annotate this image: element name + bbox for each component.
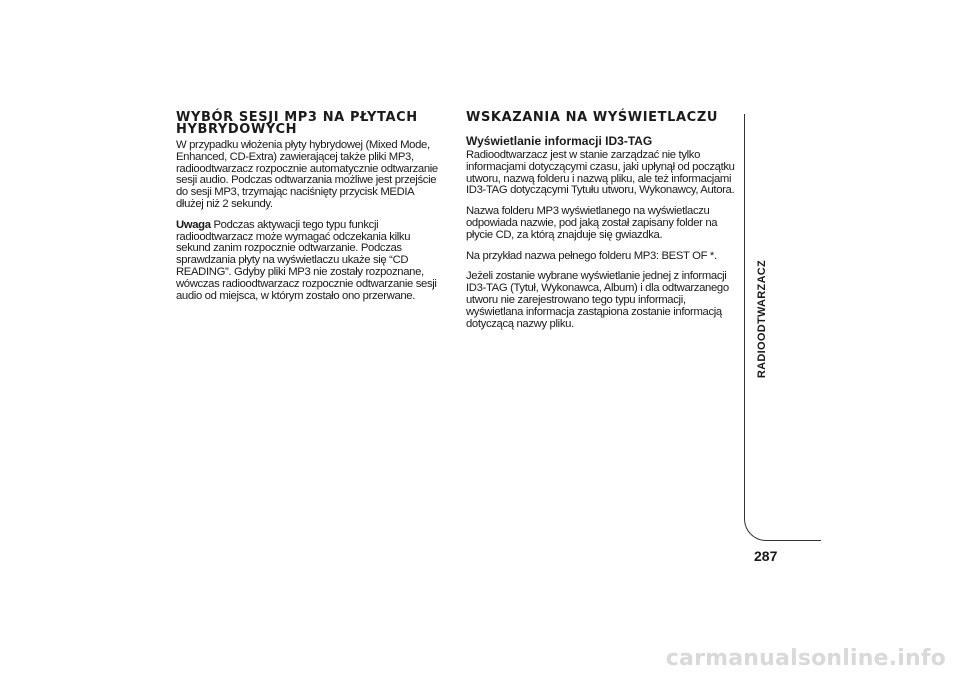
- paragraph-folder-name: Nazwa folderu MP3 wyświetlanego na wyświetlaczu odpowiada nazwie, pod jaką został zapisany folder na płycie CD, za którą znajduje się gwiazdka.: [466, 205, 718, 241]
- watermark: carmanualsonline.info: [665, 646, 946, 671]
- section-heading-display: WSKAZANIA NA WYŚWIETLACZU: [466, 110, 719, 125]
- paragraph-fallback: Jeżeli zostanie wybrane wyświetlanie jednej z informacji ID3-TAG (Tytuł, Wykonawca, Album) i dla odtwarzanego utworu nie zarejestrowano tego typu informacji, wyświetlana informacja zastąpiona zostanie informacją dotyczącą nazwy pliku.: [466, 270, 729, 330]
- left-column: [176, 112, 438, 311]
- chapter-tab: [752, 234, 772, 404]
- note-text: Podczas aktywacji tego typu funkcji radioodtwarzacz może wymagać odczekania kilku sekund zanim rozpocznie odtwarzanie. Podczas sprawdzania płyty na wyświetlaczu ukaże się “CD READING”. Gdyby pliki MP3 nie zostały rozpoznane, wówczas radioodtwarzacz rozpocznie odtwarzanie sesji audio od miejsca, w którym zostało ono przerwane.: [176, 218, 437, 302]
- paragraph-id3-intro: Radioodtwarzacz jest w stanie zarządzać nie tylko informacjami dotyczącymi czasu, jaki upłynął od początku utworu, nazwą folderu i nazwą pliku, ale też informacjami ID3-TAG dotyczącymi Tytułu utworu, Wykonawcy, Autora.: [466, 149, 735, 197]
- note-label: Uwaga: [176, 218, 211, 231]
- right-column: [466, 112, 738, 339]
- page-number: 287: [754, 548, 778, 564]
- paragraph-example: Na przykład nazwa pełnego folderu MP3: BEST OF *.: [466, 249, 717, 262]
- chapter-tab-label: RADIOODTWARZACZ: [756, 259, 768, 379]
- paragraph-hybrid-disc: W przypadku włożenia płyty hybrydowej (Mixed Mode, Enhanced, CD-Extra) zawierającej także pliki MP3, radioodtwarzacz rozpocznie automatycznie odtwarzanie sesji audio. Podczas odtwarzania możliwe jest przejście do sesji MP3, trzymając naciśnięty przycisk MEDIA dłużej niż 2 sekundy.: [176, 139, 438, 210]
- section-heading-mp3-session: WYBÓR SESJI MP3 NA PŁYTACH HYBRYDOWYCH: [176, 110, 418, 137]
- subheading-id3-tag: Wyświetlanie informacji ID3-TAG: [466, 134, 653, 148]
- note-paragraph: [176, 220, 438, 303]
